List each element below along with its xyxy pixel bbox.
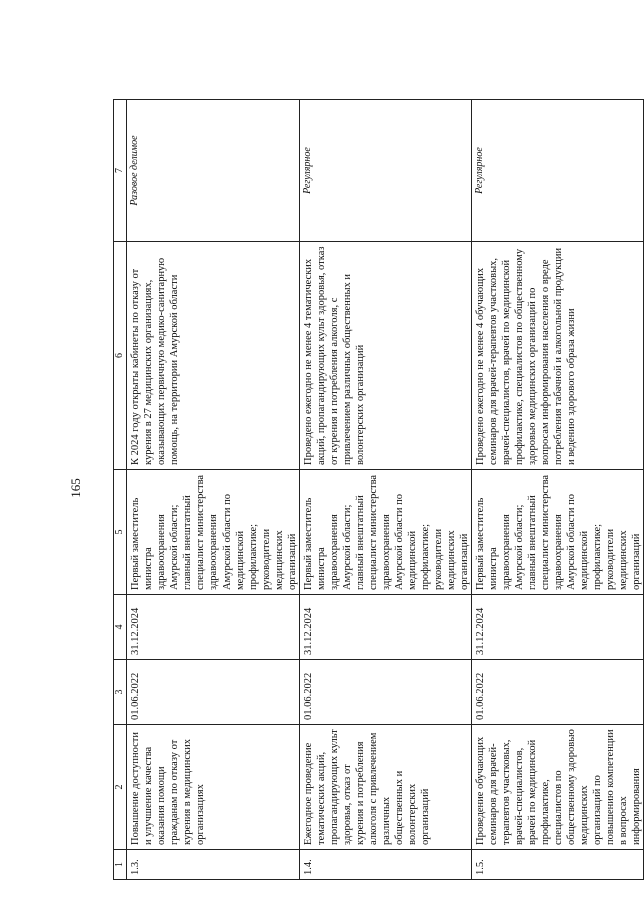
responsible: Первый заместитель министра здравоохранения Амурской области; главный внештатный специалист министерства здравоохранения Амурской области по медицинской профилактике; руководители медицинских организаций — [127, 470, 299, 595]
rotated-table-container — [113, 100, 642, 880]
measure-name: Проведение обучающих семинаров для врачей-терапевтов участковых, врачей-специалистов, врачей по медицинской профилактике, специалистов по общественному здоровью медицинских организаций по повышению компетенции в вопросах информирования — [471, 725, 643, 850]
column-header: 4 — [114, 595, 127, 660]
column-header: 5 — [114, 470, 127, 595]
end-date: 31.12.2024 — [471, 595, 643, 660]
row-number: 1.5. — [471, 850, 643, 880]
measures-table — [113, 99, 644, 880]
responsible: Первый заместитель министра здравоохранения Амурской области; главный внештатный специалист министерства здравоохранения Амурской области по медицинской профилактике; руководители медицинских организаций — [471, 470, 643, 595]
page-number: 165 — [68, 478, 83, 498]
measure-name: Ежегодное проведение тематических акций, пропагандирующих культ здоровья, отказ от курения и потребления алкоголя с привлечением различных общественных и волонтерских организаций — [299, 725, 471, 850]
measure-type: Регулярное — [471, 100, 643, 242]
column-header: 7 — [114, 100, 127, 242]
responsible: Первый заместитель министра здравоохранения Амурской области; главный внештатный специалист министерства здравоохранения Амурской области по медицинской профилактике; руководители медицинских организаций — [299, 470, 471, 595]
expected-result: Проведено ежегодно не менее 4 обучающих семинаров для врачей-терапевтов участковых, врачей-специалистов, врачей по медицинской профилактике, специалистов по общественному здоровью медицинских организаций по вопросам информирования населения о вреде потребления табачной и алкогольной продукции и ведению здорового образа жизни — [471, 242, 643, 470]
table-row — [471, 100, 643, 880]
expected-result: Проведено ежегодно не менее 4 тематических акций, пропагандирующих культ здоровья, отказ от курения и потребления алкоголя, с привлечением различных общественных и волонтерских организаций — [299, 242, 471, 470]
measure-type: Регулярное — [299, 100, 471, 242]
table-row — [127, 100, 299, 880]
end-date: 31.12.2024 — [299, 595, 471, 660]
row-number: 1.3. — [127, 850, 299, 880]
expected-result: К 2024 году открыты кабинеты по отказу от курения в 27 медицинских организациях, оказывающих первичную медико-санитарную помощь, на территории Амурской области — [127, 242, 299, 470]
row-number: 1.4. — [299, 850, 471, 880]
column-number-row — [114, 100, 127, 880]
end-date: 31.12.2024 — [127, 595, 299, 660]
table-row — [299, 100, 471, 880]
column-header: 2 — [114, 725, 127, 850]
start-date: 01.06.2022 — [471, 660, 643, 725]
column-header: 6 — [114, 242, 127, 470]
start-date: 01.06.2022 — [299, 660, 471, 725]
measure-type: Разовое делимое — [127, 100, 299, 242]
measure-name: Повышение доступности и улучшение качества оказания помощи гражданам по отказу от курения в медицинских организациях — [127, 725, 299, 850]
column-header: 3 — [114, 660, 127, 725]
column-header: 1 — [114, 850, 127, 880]
start-date: 01.06.2022 — [127, 660, 299, 725]
